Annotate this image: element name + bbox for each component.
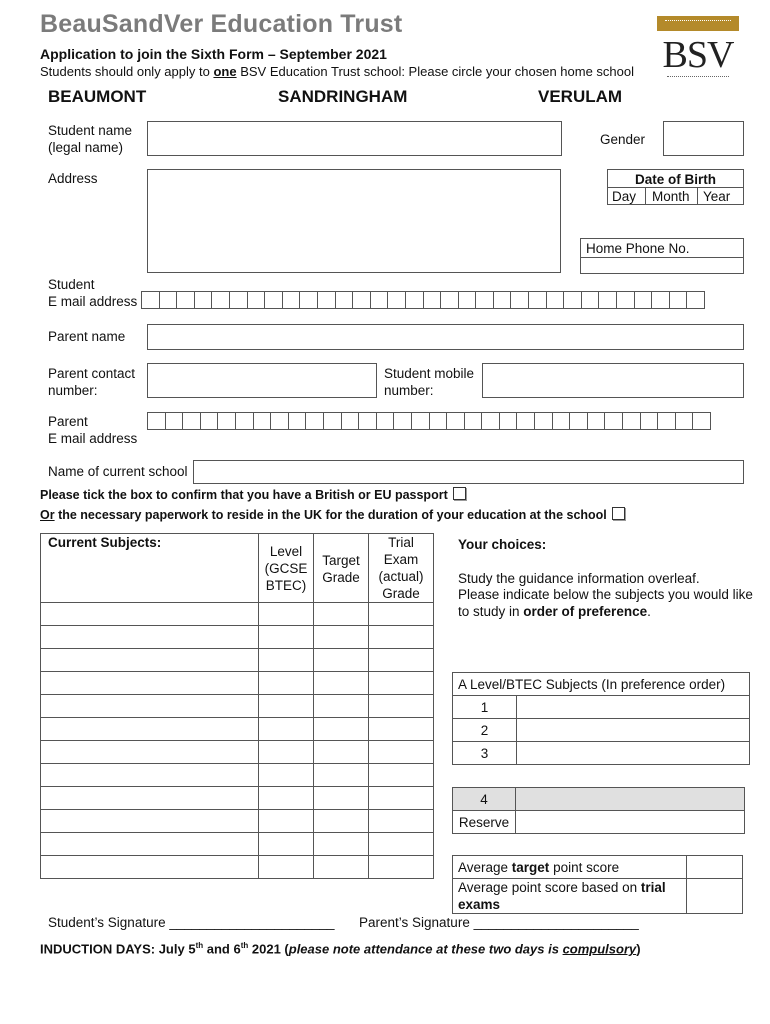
- subject-cell[interactable]: [41, 856, 259, 879]
- email-char-cell[interactable]: [692, 412, 711, 430]
- subject-cell[interactable]: [41, 787, 259, 810]
- email-char-cell[interactable]: [211, 291, 230, 309]
- email-char-cell[interactable]: [253, 412, 272, 430]
- email-char-cell[interactable]: [493, 291, 512, 309]
- level-cell[interactable]: [259, 672, 314, 695]
- email-char-cell[interactable]: [217, 412, 236, 430]
- email-char-cell[interactable]: [370, 291, 389, 309]
- parent-contact-label: Parent contact number:: [48, 366, 136, 398]
- email-char-cell[interactable]: [516, 412, 535, 430]
- average-target-field[interactable]: [687, 856, 743, 879]
- email-char-cell[interactable]: [481, 412, 500, 430]
- email-char-cell[interactable]: [200, 412, 219, 430]
- email-char-cell[interactable]: [405, 291, 424, 309]
- email-char-cell[interactable]: [182, 412, 201, 430]
- trial-grade-cell[interactable]: [369, 810, 434, 833]
- dob-year-field[interactable]: Year: [703, 189, 731, 204]
- address-field[interactable]: [147, 169, 561, 273]
- preference-1-field[interactable]: [517, 696, 750, 719]
- email-char-cell[interactable]: [352, 291, 371, 309]
- subject-cell[interactable]: [41, 695, 259, 718]
- preference-number: 4: [453, 788, 516, 811]
- email-char-cell[interactable]: [598, 291, 617, 309]
- subject-cell[interactable]: [41, 603, 259, 626]
- email-char-cell[interactable]: [686, 291, 705, 309]
- email-char-cell[interactable]: [393, 412, 412, 430]
- parent-email-cells[interactable]: [147, 412, 710, 430]
- average-score-table: [452, 855, 743, 914]
- choices-guidance-3: to study in order of preference.: [458, 604, 651, 619]
- email-char-cell[interactable]: [147, 412, 166, 430]
- parent-name-field[interactable]: [147, 324, 744, 350]
- dob-day-field[interactable]: Day: [612, 189, 637, 204]
- alevel-preference-header: A Level/BTEC Subjects (In preference order): [453, 673, 750, 696]
- email-char-cell[interactable]: [675, 412, 694, 430]
- level-cell[interactable]: [259, 741, 314, 764]
- email-char-cell[interactable]: [376, 412, 395, 430]
- email-char-cell[interactable]: [499, 412, 518, 430]
- target-grade-cell[interactable]: [314, 649, 369, 672]
- email-char-cell[interactable]: [569, 412, 588, 430]
- subject-row: [41, 833, 434, 856]
- preference-4-field[interactable]: [516, 788, 745, 811]
- email-char-cell[interactable]: [458, 291, 477, 309]
- email-char-cell[interactable]: [288, 412, 307, 430]
- email-char-cell[interactable]: [446, 412, 465, 430]
- email-char-cell[interactable]: [581, 291, 600, 309]
- email-char-cell[interactable]: [305, 412, 324, 430]
- email-char-cell[interactable]: [528, 291, 547, 309]
- email-char-cell[interactable]: [475, 291, 494, 309]
- email-char-cell[interactable]: [317, 291, 336, 309]
- gender-label: Gender: [600, 132, 646, 147]
- subject-cell[interactable]: [41, 626, 259, 649]
- email-char-cell[interactable]: [464, 412, 483, 430]
- student-mobile-field[interactable]: [482, 363, 744, 398]
- trial-grade-cell[interactable]: [369, 741, 434, 764]
- target-grade-cell[interactable]: [314, 672, 369, 695]
- email-char-cell[interactable]: [141, 291, 160, 309]
- subject-row: [41, 603, 434, 626]
- subject-row: [41, 672, 434, 695]
- email-char-cell[interactable]: [247, 291, 266, 309]
- email-char-cell[interactable]: [282, 291, 301, 309]
- passport-statement: Please tick the box to confirm that you have a British or EU passport: [40, 487, 466, 504]
- student-signature-line[interactable]: Student’s Signature ______________________: [48, 915, 335, 930]
- induction-days-note: INDUCTION DAYS: July 5th and 6th 2021 (please note attendance at these two days is compulsory): [40, 941, 641, 957]
- preference-number: 3: [453, 742, 517, 765]
- email-char-cell[interactable]: [534, 412, 553, 430]
- subject-row: [41, 810, 434, 833]
- email-char-cell[interactable]: [622, 412, 641, 430]
- subject-cell[interactable]: [41, 649, 259, 672]
- your-choices-heading: Your choices:: [458, 537, 547, 552]
- average-target-label: Average target point score: [453, 856, 687, 879]
- level-cell[interactable]: [259, 787, 314, 810]
- trial-grade-cell[interactable]: [369, 718, 434, 741]
- student-email-cells[interactable]: [141, 291, 704, 309]
- student-name-field[interactable]: [147, 121, 562, 156]
- email-char-cell[interactable]: [563, 291, 582, 309]
- level-cell[interactable]: [259, 649, 314, 672]
- subject-cell[interactable]: [41, 764, 259, 787]
- target-grade-cell[interactable]: [314, 626, 369, 649]
- email-char-cell[interactable]: [634, 291, 653, 309]
- email-char-cell[interactable]: [165, 412, 184, 430]
- trial-grade-cell[interactable]: [369, 856, 434, 879]
- subject-row: [41, 718, 434, 741]
- gender-field[interactable]: [663, 121, 744, 156]
- subject-row: [41, 787, 434, 810]
- target-grade-cell[interactable]: [314, 787, 369, 810]
- subject-row: [41, 741, 434, 764]
- email-char-cell[interactable]: [669, 291, 688, 309]
- email-char-cell[interactable]: [411, 412, 430, 430]
- home-phone-label: Home Phone No.: [586, 241, 690, 256]
- target-grade-header: Target Grade: [314, 534, 369, 603]
- home-phone-box[interactable]: [580, 238, 744, 274]
- school-instruction: Students should only apply to one BSV Education Trust school: Please circle your chosen home school: [40, 64, 635, 79]
- trial-grade-cell[interactable]: [369, 695, 434, 718]
- email-char-cell[interactable]: [657, 412, 676, 430]
- email-char-cell[interactable]: [358, 412, 377, 430]
- level-cell[interactable]: [259, 810, 314, 833]
- parent-signature-line[interactable]: Parent’s Signature ______________________: [359, 915, 639, 930]
- email-char-cell[interactable]: [229, 291, 248, 309]
- email-char-cell[interactable]: [552, 412, 571, 430]
- subjects-header: Current Subjects:: [41, 534, 259, 603]
- current-subjects-table: [40, 533, 434, 879]
- target-grade-cell[interactable]: [314, 764, 369, 787]
- preference-number: 2: [453, 719, 517, 742]
- level-cell[interactable]: [259, 718, 314, 741]
- email-char-cell[interactable]: [194, 291, 213, 309]
- date-of-birth-box: [607, 169, 744, 205]
- email-char-cell[interactable]: [587, 412, 606, 430]
- target-grade-cell[interactable]: [314, 810, 369, 833]
- level-cell[interactable]: [259, 833, 314, 856]
- student-email-label: Student E mail address: [48, 277, 138, 309]
- subject-row: [41, 856, 434, 879]
- alevel-preference-table: [452, 672, 750, 765]
- dob-month-field[interactable]: Month: [652, 189, 690, 204]
- paperwork-checkbox[interactable]: [612, 507, 625, 520]
- student-name-label: Student name (legal name): [48, 123, 133, 155]
- trial-grade-cell[interactable]: [369, 787, 434, 810]
- email-char-cell[interactable]: [387, 291, 406, 309]
- passport-checkbox[interactable]: [453, 487, 466, 500]
- email-char-cell[interactable]: [176, 291, 195, 309]
- address-label: Address: [48, 171, 98, 186]
- paperwork-statement: Or the necessary paperwork to reside in the UK for the duration of your education at the school: [40, 507, 625, 524]
- target-grade-cell[interactable]: [314, 833, 369, 856]
- email-char-cell[interactable]: [235, 412, 254, 430]
- email-char-cell[interactable]: [299, 291, 318, 309]
- trial-exam-header: Trial Exam (actual) Grade: [369, 534, 434, 603]
- trust-title: BeauSandVer Education Trust: [40, 10, 403, 38]
- subject-row: [41, 649, 434, 672]
- trial-grade-cell[interactable]: [369, 672, 434, 695]
- subject-row: [41, 695, 434, 718]
- reserve-label: Reserve: [453, 811, 516, 834]
- email-char-cell[interactable]: [335, 291, 354, 309]
- target-grade-cell[interactable]: [314, 603, 369, 626]
- email-char-cell[interactable]: [546, 291, 565, 309]
- level-cell[interactable]: [259, 695, 314, 718]
- school-option-sandringham[interactable]: SANDRINGHAM: [278, 87, 408, 106]
- email-char-cell[interactable]: [270, 412, 289, 430]
- preference-3-field[interactable]: [517, 742, 750, 765]
- preference-2-field[interactable]: [517, 719, 750, 742]
- target-grade-cell[interactable]: [314, 856, 369, 879]
- school-option-beaumont[interactable]: BEAUMONT: [48, 87, 147, 106]
- dob-label: Date of Birth: [635, 172, 716, 187]
- parent-contact-field[interactable]: [147, 363, 377, 398]
- level-cell[interactable]: [259, 626, 314, 649]
- level-cell[interactable]: [259, 856, 314, 879]
- email-char-cell[interactable]: [264, 291, 283, 309]
- email-char-cell[interactable]: [159, 291, 178, 309]
- trial-grade-cell[interactable]: [369, 649, 434, 672]
- parent-name-label: Parent name: [48, 329, 126, 344]
- email-char-cell[interactable]: [640, 412, 659, 430]
- target-grade-cell[interactable]: [314, 741, 369, 764]
- level-header: Level (GCSE BTEC): [259, 534, 314, 603]
- level-cell[interactable]: [259, 603, 314, 626]
- average-trial-label: Average point score based on trial exams: [453, 879, 687, 914]
- email-char-cell[interactable]: [651, 291, 670, 309]
- email-char-cell[interactable]: [429, 412, 448, 430]
- email-char-cell[interactable]: [510, 291, 529, 309]
- subject-row: [41, 626, 434, 649]
- email-char-cell[interactable]: [341, 412, 360, 430]
- trial-grade-cell[interactable]: [369, 603, 434, 626]
- email-char-cell[interactable]: [423, 291, 442, 309]
- subject-cell[interactable]: [41, 672, 259, 695]
- trial-grade-cell[interactable]: [369, 833, 434, 856]
- subject-cell[interactable]: [41, 718, 259, 741]
- school-option-verulam[interactable]: VERULAM: [538, 87, 623, 106]
- subject-row: [41, 764, 434, 787]
- trial-grade-cell[interactable]: [369, 764, 434, 787]
- form-subtitle: Application to join the Sixth Form – September 2021: [40, 46, 387, 62]
- email-char-cell[interactable]: [440, 291, 459, 309]
- extra-preference-table: [452, 787, 745, 834]
- choices-guidance-2: Please indicate below the subjects you would like: [458, 587, 753, 602]
- current-school-field[interactable]: [193, 460, 744, 484]
- subject-cell[interactable]: [41, 810, 259, 833]
- preference-number: 1: [453, 696, 517, 719]
- reserve-field[interactable]: [516, 811, 745, 834]
- bsv-logo: BSV: [657, 16, 739, 82]
- subject-cell[interactable]: [41, 741, 259, 764]
- current-school-label: Name of current school: [48, 464, 188, 479]
- average-trial-field[interactable]: [687, 879, 743, 914]
- target-grade-cell[interactable]: [314, 695, 369, 718]
- email-char-cell[interactable]: [323, 412, 342, 430]
- email-char-cell[interactable]: [604, 412, 623, 430]
- parent-email-label: Parent E mail address: [48, 414, 138, 446]
- trial-grade-cell[interactable]: [369, 626, 434, 649]
- subject-cell[interactable]: [41, 833, 259, 856]
- choices-guidance-1: Study the guidance information overleaf.: [458, 571, 700, 586]
- email-char-cell[interactable]: [616, 291, 635, 309]
- target-grade-cell[interactable]: [314, 718, 369, 741]
- student-mobile-label: Student mobile number:: [384, 366, 475, 398]
- level-cell[interactable]: [259, 764, 314, 787]
